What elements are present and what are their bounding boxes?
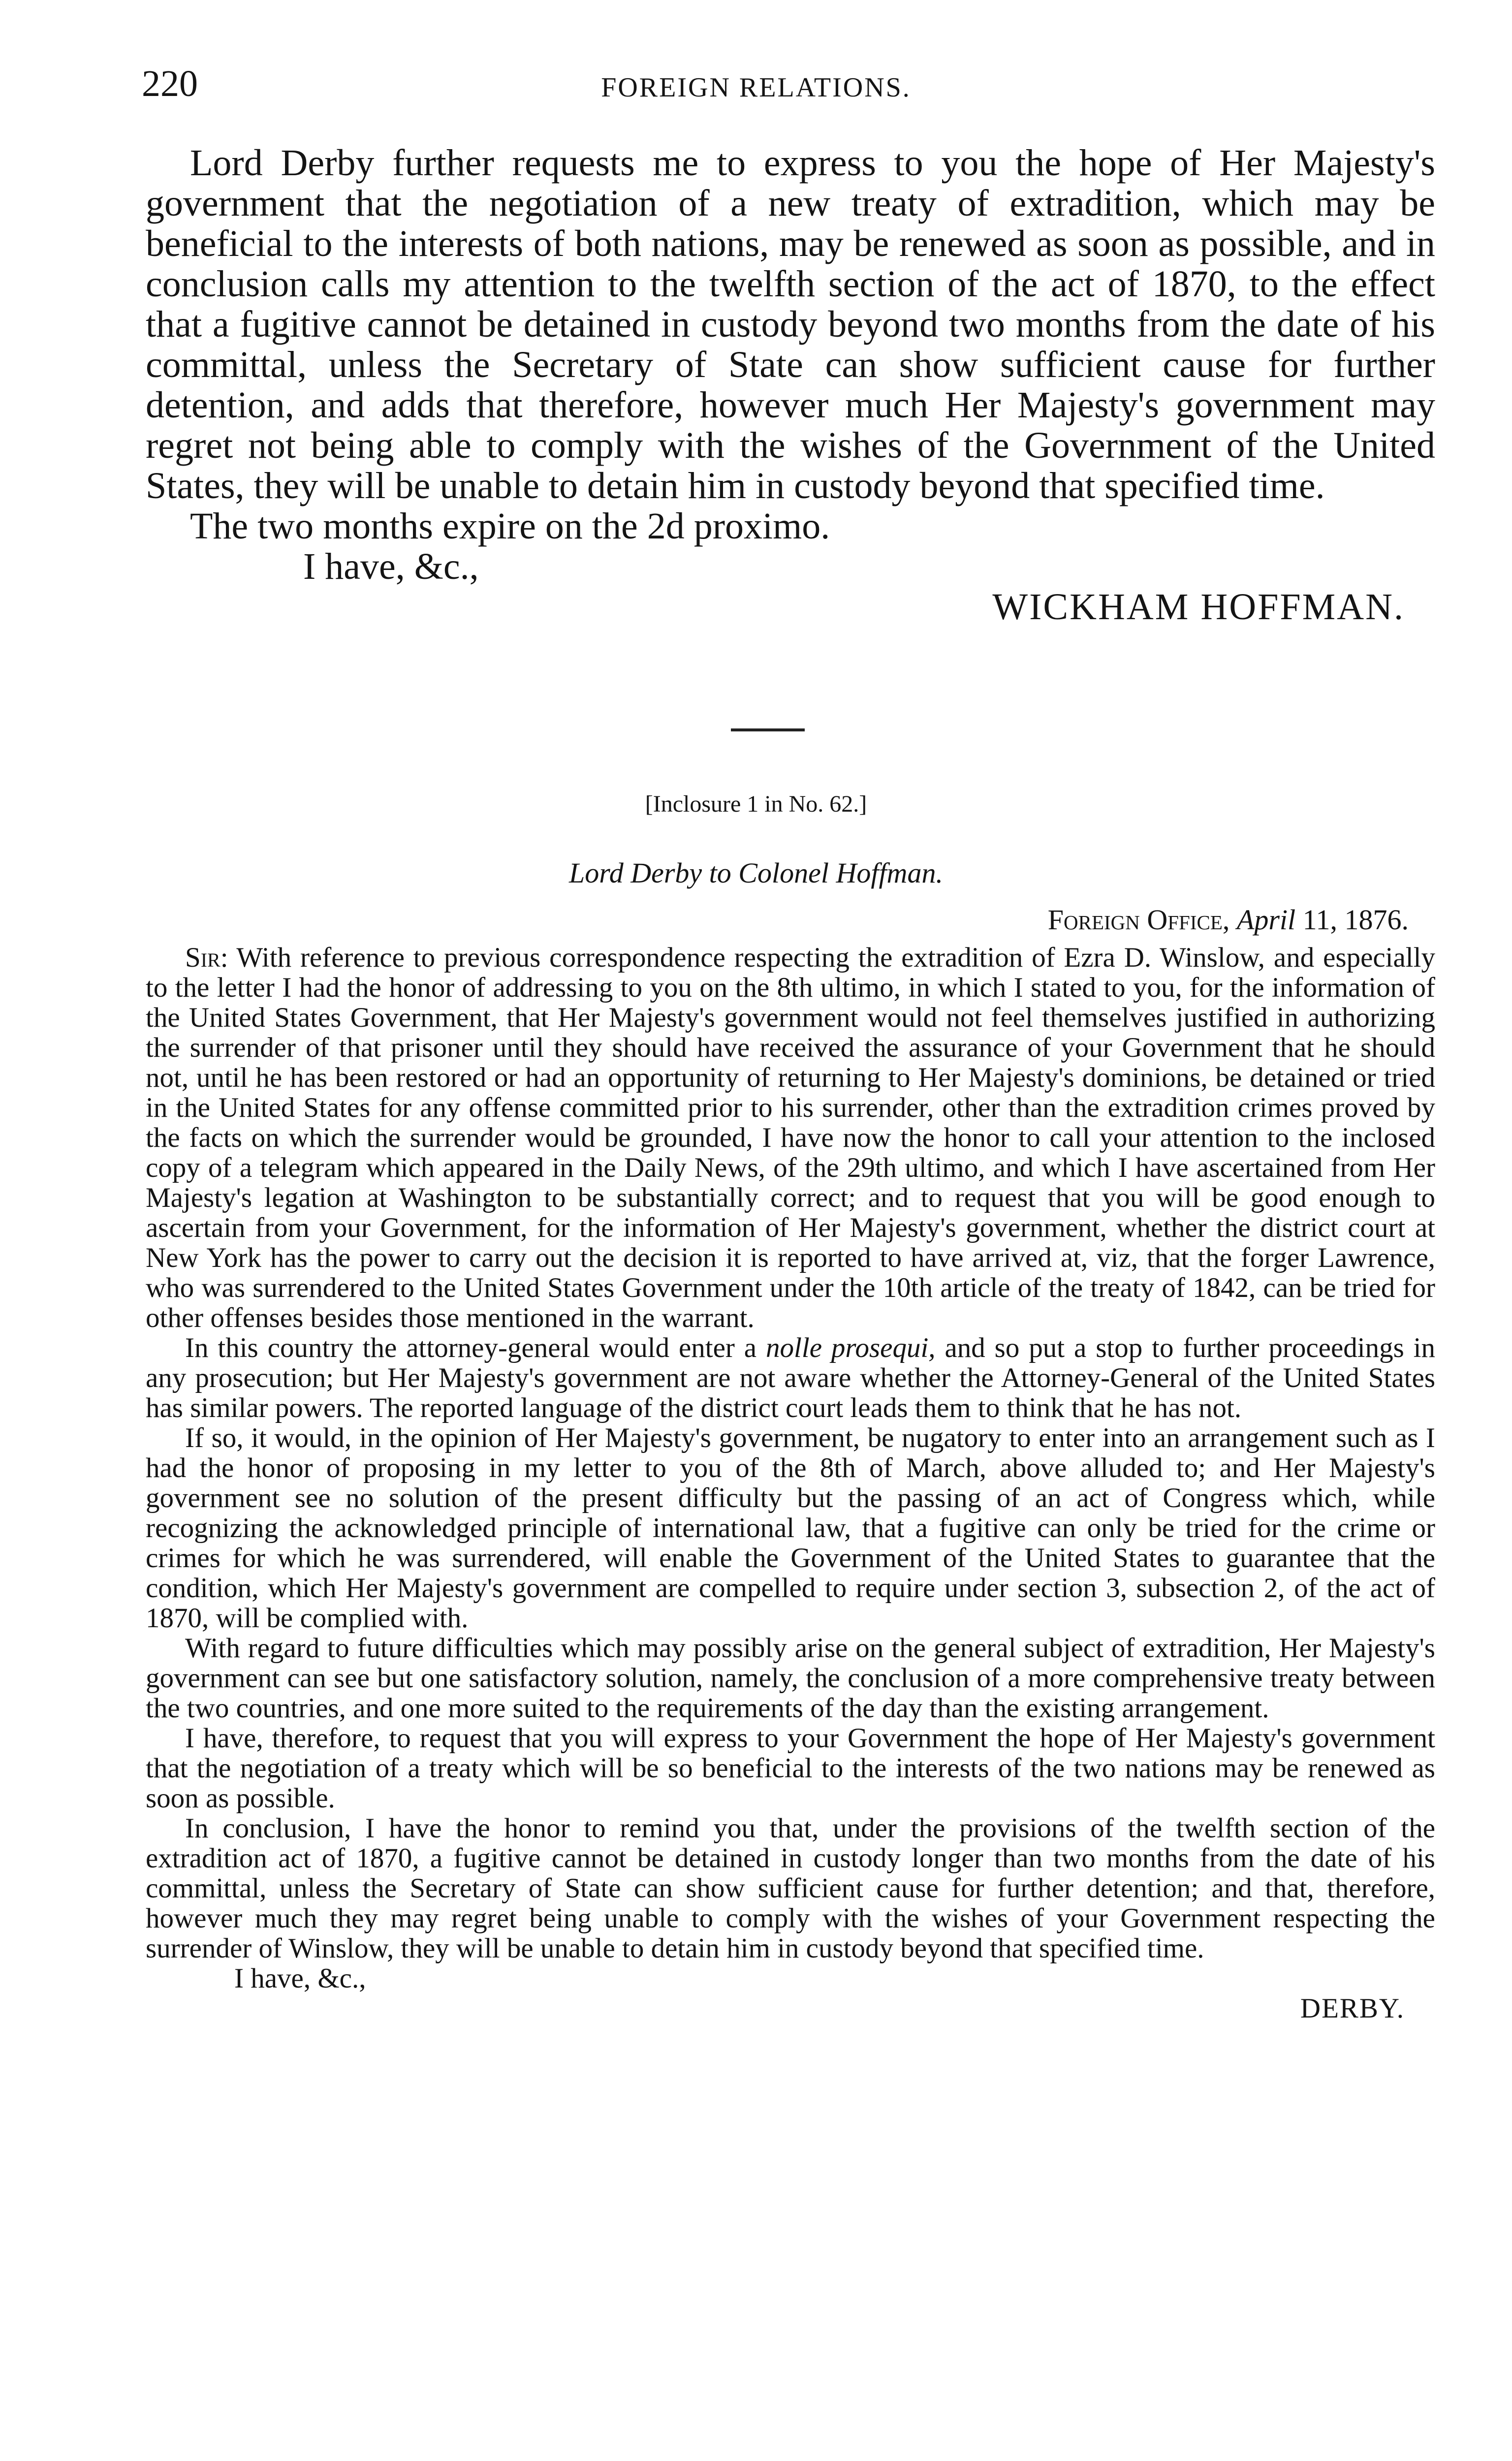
body-paragraph (146, 1333, 1435, 1423)
salutation: Sir: (185, 942, 228, 973)
body-paragraph-text: With reference to previous correspondence respecting the extradition of Ezra D. Winslow, and especially to the letter I had the honor of addressing to you on the 8th ultimo, in which I stated to you, for the information of the United States Government, that Her Majesty's government would not feel themselves justified in authorizing the surrender of that prisoner until they should have received the assurance of your Government that he should not, until he has been restored or had an opportunity of returning to Her Majesty's dominions, be detained or tried in the United States for any offense committed prior to his surrender, other than the extradition crimes proved by the facts on which the surrender would be grounded, I have now the honor to call your attention to the inclosed copy of a telegram which appeared in the Daily News, of the 29th ultimo, and which I have ascertained from Her Majesty's legation at Washington to be substantially correct; and to request that you will be good enough to ascertain from your Government, for the information of Her Majesty's government, whether the district court at New York has the power to carry out the decision it is reported to have arrived at, viz, that the forger Lawrence, who was surrendered to the United States Government under the 10th article of the treaty of 1842, can be tried for other offenses besides those mentioned in the warrant. (146, 942, 1435, 1333)
body-paragraph (146, 943, 1435, 1333)
body-paragraph: If so, it would, in the opinion of Her Majesty's government, be nugatory to enter into an arrangement such as I had the honor of proposing in my letter to you of the 8th of March, above alluded to; and Her Majesty's government see no solution of the present difficulty but the passing of an act of Congress which, while recognizing the acknowledged principle of international law, that a fugitive can only be tried for the crime or crimes for which he was surrendered, will enable the Government of the United States to guarantee that the condition, which Her Majesty's government are compelled to require under section 3, subsection 2, of the act of 1870, will be complied with. (146, 1422, 1435, 1634)
letter-paragraph: The two months expire on the 2d proximo. (190, 505, 830, 547)
hoffman-letter (146, 143, 1435, 627)
dateline-date: 11, 1876. (1302, 904, 1409, 936)
dateline-office: Foreign Office, (1047, 904, 1230, 936)
running-head: FOREIGN RELATIONS. (601, 72, 911, 103)
dateline (1048, 906, 1409, 934)
body-paragraph-text: and so put a stop to further proceedings in any prosecution; but Her Majesty's government are not aware whether the Attorney-General of the United States has similar powers. The reported language of the district court leads them to think that he has not. (146, 1332, 1436, 1423)
body-closing: I have, &c., (234, 1963, 366, 1994)
derby-letter (146, 943, 1435, 2023)
section-divider (731, 728, 805, 731)
letter-paragraph: Lord Derby further requests me to express to you the hope of Her Majesty's government that the negotiation of a new treaty of extradition, which may be beneficial to the interests of both nations, may be renewed as soon as possible, and in conclusion calls my attention to the twelfth section of the act of 1870, to the effect that a fugitive cannot be detained in custody beyond two months from the date of his committal, unless the Secretary of State can show sufficient cause for further detention, and adds that therefore, however much Her Majesty's government may regret not being able to comply with the wishes of the Government of the United States, they will be unable to detain him in custody beyond that specified time. (146, 142, 1435, 506)
body-paragraph: I have, therefore, to request that you will express to your Government the hope of Her Majesty's government that the negotiation of a treaty which will be so beneficial to the interests of the two nations may be renewed as soon as possible. (146, 1723, 1435, 1814)
body-signature: DERBY. (1300, 1993, 1405, 2024)
body-paragraph: With regard to future difficulties which may possibly arise on the general subject of extradition, Her Majesty's government can see but one satisfactory solution, namely, the conclusion of a more comprehensive treaty between the two countries, and one more suited to the requirements of the day than the existing arrangement. (146, 1633, 1435, 1724)
legal-term: nolle prosequi, (766, 1332, 936, 1363)
enclosure-label: [Inclosure 1 in No. 62.] (645, 791, 867, 817)
body-paragraph: In conclusion, I have the honor to remind you that, under the provisions of the twelfth section of the extradition act of 1870, a fugitive cannot be detained in custody longer than two months from the date of his committal, unless the Secretary of State can show sufficient cause for further detention; and that, therefore, however much they may regret being unable to comply with the wishes of your Government respecting the surrender of Winslow, they will be unable to detain him in custody beyond that specified time. (146, 1813, 1435, 1964)
letter-closing: I have, &c., (303, 546, 479, 587)
body-paragraph-text: In this country the attorney-general would enter a (185, 1332, 757, 1363)
page-number: 220 (142, 63, 198, 104)
letter-signature: WICKHAM HOFFMAN. (992, 586, 1405, 628)
enclosure-heading: Lord Derby to Colonel Hoffman. (569, 857, 943, 889)
dateline-month: April (1236, 904, 1296, 936)
